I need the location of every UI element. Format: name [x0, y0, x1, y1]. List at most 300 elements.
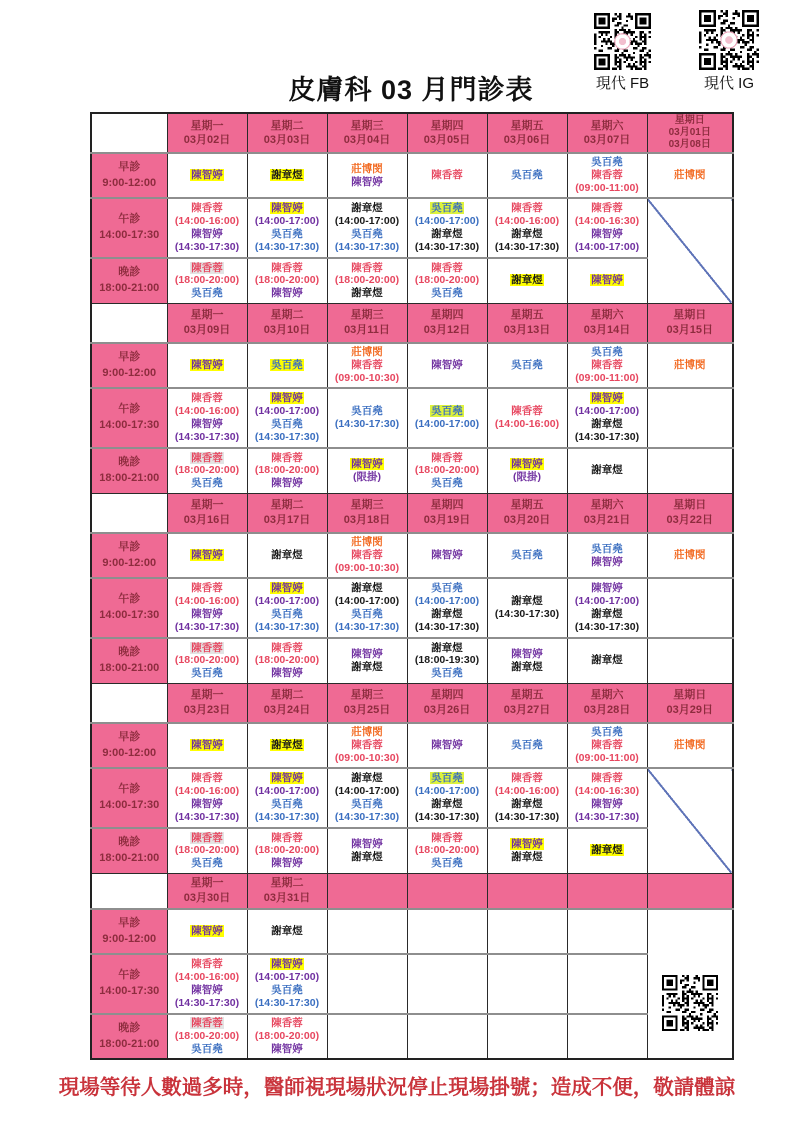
schedule-cell	[487, 638, 567, 683]
doctor-entry	[408, 844, 487, 857]
session-label-cell	[91, 343, 167, 388]
doctor-entry-text: 陳智婷	[191, 798, 223, 810]
doctor-entry-text: (14:00-17:00)	[254, 595, 320, 608]
qr-code-bottom-icon	[662, 975, 718, 1031]
doctor-entry-text: 吳百堯	[511, 549, 543, 562]
doctor-entry-text: 謝章煜	[511, 798, 543, 810]
schedule-cell	[327, 638, 407, 683]
schedule-cell	[407, 388, 487, 448]
day-header-text: 03月11日	[344, 323, 390, 336]
schedule-cell	[247, 258, 327, 303]
doctor-entry-text: 吳百堯	[431, 202, 463, 215]
session-time: 18:00-21:00	[99, 471, 160, 484]
doctor-entry-text: 陳香蓉	[591, 359, 623, 372]
doctor-entry	[328, 215, 407, 228]
schedule-cell	[647, 153, 733, 198]
day-header-text: 03月30日	[183, 891, 231, 904]
doctor-entry	[328, 739, 407, 752]
doctor-entry-text: (14:30-17:30)	[174, 810, 240, 823]
doctor-entry	[168, 785, 247, 798]
doctor-entry	[248, 925, 327, 938]
doctor-entry	[328, 549, 407, 562]
doctor-entry-text: 吳百堯	[431, 287, 463, 300]
doctor-entry-text: 陳智婷	[191, 984, 223, 996]
day-header-cell	[407, 873, 487, 909]
doctor-entry	[568, 595, 647, 608]
doctor-entry-text: 吳百堯	[191, 667, 223, 680]
doctor-entry-text: (09:00-11:00)	[575, 371, 639, 384]
doctor-entry	[168, 984, 247, 997]
schedule-cell	[247, 828, 327, 873]
doctor-entry	[648, 549, 733, 562]
doctor-entry-text: 陳香蓉	[591, 169, 623, 182]
schedule-cell	[407, 198, 487, 258]
doctor-entry	[328, 582, 407, 595]
doctor-entry	[248, 169, 327, 182]
doctor-entry	[648, 739, 733, 752]
doctor-entry	[488, 549, 567, 562]
doctor-entry-text: (限掛)	[353, 470, 381, 483]
doctor-entry-text: 吳百堯	[191, 1042, 223, 1055]
doctor-entry-text: 陳香蓉	[191, 641, 223, 654]
doctor-entry-text: 謝章煜	[351, 850, 383, 863]
doctor-entry-text: 陳智婷	[431, 359, 463, 372]
session-time: 9:00-12:00	[102, 746, 157, 759]
doctor-entry	[328, 608, 407, 621]
doctor-entry-text: 陳智婷	[191, 359, 223, 372]
doctor-entry	[568, 182, 647, 195]
session-time: 14:00-17:30	[99, 419, 160, 431]
diagonal-empty-cell	[647, 768, 733, 873]
doctor-entry	[248, 621, 327, 634]
doctor-entry	[568, 202, 647, 215]
doctor-entry-text: (14:30-17:30)	[174, 430, 240, 443]
doctor-entry-text: 陳香蓉	[191, 772, 223, 785]
doctor-entry	[328, 536, 407, 549]
doctor-entry-text: 謝章煜	[591, 418, 623, 430]
doctor-entry-text: 吳百堯	[351, 405, 383, 418]
day-header-text: 星期五	[510, 689, 544, 702]
doctor-entry-text: 吳百堯	[351, 798, 383, 810]
doctor-entry	[248, 452, 327, 465]
session-label-cell	[91, 723, 167, 768]
doctor-entry	[488, 202, 567, 215]
doctor-entry-text: 謝章煜	[431, 608, 463, 620]
day-header-text: 03月08日	[668, 139, 711, 150]
doctor-entry	[248, 582, 327, 595]
day-header-text: 03月29日	[666, 703, 713, 716]
doctor-entry-text: (14:00-17:00)	[414, 595, 480, 608]
schedule-cell	[567, 388, 647, 448]
doctor-entry-text: (14:30-17:30)	[494, 240, 560, 253]
doctor-entry-text: 陳智婷	[191, 228, 223, 240]
doctor-entry	[488, 739, 567, 752]
doctor-entry-text: (14:00-17:00)	[414, 785, 480, 798]
doctor-entry-text: 陳智婷	[271, 958, 303, 971]
doctor-entry	[328, 471, 407, 484]
doctor-entry-text: (14:00-16:30)	[574, 215, 640, 228]
schedule-cell	[567, 533, 647, 578]
day-header-text: 星期四	[430, 499, 464, 512]
schedule-cell	[487, 1014, 567, 1059]
schedule-cell	[567, 578, 647, 638]
day-header-cell	[647, 683, 733, 723]
doctor-entry	[168, 811, 247, 824]
doctor-entry	[328, 851, 407, 864]
doctor-entry	[328, 648, 407, 661]
doctor-entry	[248, 228, 327, 241]
day-header-text: 03月15日	[666, 323, 713, 336]
schedule-cell	[327, 723, 407, 768]
doctor-entry	[328, 287, 407, 300]
doctor-entry	[488, 838, 567, 851]
doctor-entry-text: (14:00-17:00)	[334, 595, 400, 608]
doctor-entry-text: 陳智婷	[271, 772, 303, 785]
day-header-text: 03月28日	[583, 703, 631, 716]
day-header-text: 03月20日	[503, 513, 551, 526]
doctor-entry	[488, 228, 567, 241]
schedule-cell	[247, 768, 327, 828]
schedule-cell	[407, 533, 487, 578]
doctor-entry	[568, 241, 647, 254]
doctor-entry	[488, 418, 567, 431]
doctor-entry-text: (18:00-20:00)	[174, 654, 240, 667]
doctor-entry	[568, 543, 647, 556]
day-header-cell	[327, 303, 407, 343]
doctor-entry	[168, 925, 247, 938]
doctor-entry-text: 吳百堯	[271, 359, 303, 372]
day-header-cell	[567, 493, 647, 533]
doctor-entry	[488, 241, 567, 254]
schedule-cell	[407, 258, 487, 303]
doctor-entry	[248, 1030, 327, 1043]
doctor-entry	[568, 392, 647, 405]
doctor-entry-text: 莊博閔	[351, 536, 383, 549]
doctor-entry	[488, 458, 567, 471]
doctor-entry	[168, 1030, 247, 1043]
doctor-entry-text: 吳百堯	[271, 984, 303, 996]
day-header-text: 星期五	[510, 499, 544, 512]
doctor-entry	[408, 582, 487, 595]
doctor-entry	[568, 346, 647, 359]
session-time: 9:00-12:00	[102, 556, 157, 569]
doctor-entry	[328, 202, 407, 215]
doctor-entry	[168, 477, 247, 490]
schedule-cell	[167, 533, 247, 578]
day-header-cell	[407, 493, 487, 533]
schedule-cell	[167, 1014, 247, 1059]
day-header-text: 03月04日	[343, 134, 391, 146]
doctor-entry-text: (14:30-17:30)	[254, 810, 320, 823]
day-header-cell	[167, 683, 247, 723]
day-header-text: 03月07日	[583, 134, 631, 146]
doctor-entry-text: (14:30-17:30)	[334, 810, 400, 823]
doctor-entry-text: 陳智婷	[591, 228, 623, 240]
day-header-text: 03月24日	[263, 703, 311, 716]
session-label-cell	[91, 578, 167, 638]
day-header-text: 星期三	[350, 119, 384, 132]
doctor-entry-text: (18:00-20:00)	[254, 844, 320, 857]
doctor-entry	[248, 1043, 327, 1056]
doctor-entry-text: 吳百堯	[591, 542, 623, 555]
doctor-entry	[248, 202, 327, 215]
schedule-cell	[167, 723, 247, 768]
doctor-entry-text: 陳香蓉	[591, 772, 623, 785]
doctor-entry-text: 陳智婷	[191, 169, 223, 182]
day-header-text: 03月01日	[668, 127, 711, 138]
doctor-entry	[248, 262, 327, 275]
session-name: 午診	[118, 593, 141, 606]
schedule-cell	[487, 578, 567, 638]
schedule-cell	[247, 153, 327, 198]
ig-qr-label: 現代 IG	[703, 75, 754, 92]
doctor-entry	[248, 431, 327, 444]
schedule-cell	[247, 723, 327, 768]
session-name: 晚診	[118, 265, 141, 278]
doctor-entry	[248, 215, 327, 228]
doctor-entry	[408, 857, 487, 870]
doctor-entry-text: (18:00-20:00)	[254, 274, 320, 287]
doctor-entry	[328, 838, 407, 851]
doctor-entry-text: (18:00-20:00)	[254, 464, 320, 477]
schedule-cell	[167, 828, 247, 873]
doctor-entry-text: 陳香蓉	[191, 582, 223, 595]
corner-cell	[91, 113, 167, 153]
doctor-entry	[248, 958, 327, 971]
day-header-text: 03月18日	[343, 513, 391, 526]
doctor-entry	[328, 241, 407, 254]
doctor-entry-text: (18:00-20:00)	[254, 654, 320, 667]
session-time: 14:00-17:30	[99, 799, 160, 811]
doctor-entry-text: 陳智婷	[511, 647, 543, 660]
doctor-entry	[568, 228, 647, 241]
doctor-entry	[248, 549, 327, 562]
doctor-entry	[328, 785, 407, 798]
schedule-cell	[487, 533, 567, 578]
doctor-entry	[408, 359, 487, 372]
doctor-entry	[408, 549, 487, 562]
doctor-entry-text: 陳香蓉	[591, 202, 623, 215]
day-header-text: 03月02日	[183, 134, 231, 146]
doctor-entry	[648, 169, 733, 182]
doctor-entry	[168, 549, 247, 562]
day-header-cell	[647, 493, 733, 533]
doctor-entry-text: 吳百堯	[431, 667, 463, 680]
doctor-entry-text: 陳香蓉	[191, 1017, 223, 1030]
doctor-entry-text: 陳香蓉	[191, 261, 223, 274]
day-header-text: 星期日	[673, 689, 707, 702]
doctor-entry-text: 陳香蓉	[511, 405, 543, 418]
doctor-entry-text: (18:00-20:00)	[174, 844, 240, 857]
doctor-entry	[408, 642, 487, 655]
doctor-entry-text: 陳香蓉	[191, 958, 223, 971]
schedule-cell	[567, 258, 647, 303]
doctor-entry-text: (14:30-17:30)	[414, 810, 480, 823]
doctor-entry-text: 吳百堯	[511, 739, 543, 752]
doctor-entry-text: (14:30-17:30)	[494, 810, 560, 823]
doctor-entry	[568, 621, 647, 634]
doctor-entry-text: 謝章煜	[351, 582, 383, 595]
day-header-cell	[327, 493, 407, 533]
doctor-entry-text: 陳香蓉	[271, 831, 303, 844]
day-header-cell	[487, 493, 567, 533]
doctor-entry	[248, 359, 327, 372]
doctor-entry-text: 吳百堯	[271, 418, 303, 430]
doctor-entry	[568, 772, 647, 785]
doctor-entry-text: (18:00-20:00)	[174, 1030, 240, 1043]
day-header-cell	[247, 873, 327, 909]
day-header-text: 星期二	[270, 499, 304, 512]
doctor-entry	[488, 215, 567, 228]
doctor-entry-text: 謝章煜	[351, 772, 383, 785]
day-header-text: 星期日	[673, 309, 707, 322]
doctor-entry	[248, 418, 327, 431]
doctor-entry	[488, 785, 567, 798]
doctor-entry	[168, 971, 247, 984]
session-name: 早診	[118, 540, 141, 553]
doctor-entry-text: (14:30-17:30)	[574, 430, 640, 443]
doctor-entry	[168, 287, 247, 300]
session-row	[91, 153, 733, 198]
doctor-entry	[568, 752, 647, 765]
schedule-cell	[167, 258, 247, 303]
day-header-text: 星期三	[350, 309, 384, 322]
doctor-entry-text: 陳智婷	[271, 857, 303, 870]
schedule-cell	[567, 828, 647, 873]
doctor-entry-text: 莊博閔	[674, 549, 706, 562]
day-header-text: 星期五	[510, 119, 544, 132]
schedule-cell	[327, 343, 407, 388]
day-header-text: 03月22日	[666, 513, 713, 526]
schedule-cell	[167, 448, 247, 493]
doctor-entry	[328, 372, 407, 385]
day-header-text: 03月16日	[183, 513, 231, 526]
doctor-entry	[408, 832, 487, 845]
schedule-cell	[567, 723, 647, 768]
doctor-entry	[168, 832, 247, 845]
session-time: 9:00-12:00	[102, 366, 157, 379]
doctor-entry	[488, 274, 567, 287]
session-time: 9:00-12:00	[102, 932, 157, 945]
doctor-entry-text: (18:00-20:00)	[174, 464, 240, 477]
day-header-cell	[407, 683, 487, 723]
session-label-cell	[91, 954, 167, 1014]
ig-qr-block	[699, 10, 759, 93]
doctor-entry	[568, 556, 647, 569]
doctor-entry	[488, 608, 567, 621]
day-header-cell	[327, 873, 407, 909]
day-header-text: 03月23日	[183, 703, 231, 716]
session-name: 早診	[118, 160, 141, 173]
doctor-entry	[488, 405, 567, 418]
doctor-entry-text: 陳智婷	[271, 392, 303, 405]
corner-cell	[91, 873, 167, 909]
session-name: 早診	[118, 916, 141, 929]
doctor-entry-text: 謝章煜	[351, 660, 383, 673]
day-header-cell	[247, 113, 327, 153]
doctor-entry-text: 陳智婷	[271, 1042, 303, 1055]
doctor-entry-text: (14:30-17:30)	[334, 620, 400, 633]
doctor-entry	[408, 608, 487, 621]
doctor-entry-text: 陳智婷	[511, 457, 543, 470]
corner-cell	[91, 303, 167, 343]
day-header-cell	[567, 683, 647, 723]
schedule-cell	[167, 909, 247, 954]
session-row	[91, 828, 733, 873]
doctor-entry-text: 謝章煜	[431, 798, 463, 810]
session-row	[91, 723, 733, 768]
doctor-entry	[168, 274, 247, 287]
session-name: 午診	[118, 403, 141, 416]
doctor-entry-text: 陳智婷	[271, 287, 303, 300]
doctor-entry-text: (09:00-10:30)	[334, 371, 400, 384]
doctor-entry-text: 謝章煜	[431, 641, 463, 654]
day-header-cell	[487, 113, 567, 153]
doctor-entry-text: 陳智婷	[431, 739, 463, 752]
doctor-entry	[328, 228, 407, 241]
schedule-cell	[567, 909, 647, 954]
doctor-entry-text: 陳香蓉	[431, 451, 463, 464]
day-header-text: 03月10日	[263, 323, 311, 336]
schedule-cell	[407, 448, 487, 493]
doctor-entry-text: 謝章煜	[591, 464, 623, 477]
schedule-cell	[647, 578, 733, 638]
doctor-entry	[488, 772, 567, 785]
session-row	[91, 1014, 733, 1059]
session-time: 18:00-21:00	[99, 851, 160, 864]
schedule-cell	[167, 638, 247, 683]
schedule-cell	[327, 448, 407, 493]
doctor-entry	[328, 811, 407, 824]
doctor-entry	[488, 798, 567, 811]
doctor-entry-text: (14:30-17:30)	[334, 418, 400, 430]
doctor-entry-text: 謝章煜	[431, 228, 463, 240]
doctor-entry	[248, 832, 327, 845]
doctor-entry	[568, 739, 647, 752]
doctor-entry-text: 莊博閔	[351, 726, 383, 739]
schedule-cell	[487, 153, 567, 198]
schedule-cell	[167, 388, 247, 448]
doctor-entry-text: 陳香蓉	[191, 451, 223, 464]
doctor-entry-text: 莊博閔	[674, 359, 706, 372]
session-label-cell	[91, 909, 167, 954]
doctor-entry-text: (限掛)	[513, 470, 541, 483]
schedule-cell	[567, 343, 647, 388]
doctor-entry	[248, 287, 327, 300]
doctor-entry	[408, 405, 487, 418]
schedule-cell	[647, 533, 733, 578]
schedule-cell	[167, 578, 247, 638]
doctor-entry	[568, 654, 647, 667]
doctor-entry-text: 吳百堯	[431, 857, 463, 870]
doctor-entry-text: 謝章煜	[271, 169, 303, 182]
session-label-cell	[91, 768, 167, 828]
doctor-entry-text: 陳香蓉	[271, 1017, 303, 1030]
doctor-entry-text: (14:30-17:30)	[254, 430, 320, 443]
doctor-entry	[488, 811, 567, 824]
day-header-text: 03月05日	[423, 134, 471, 146]
doctor-entry-text: 陳香蓉	[191, 831, 223, 844]
doctor-entry-text: (14:30-17:30)	[574, 620, 640, 633]
day-header-text: 星期二	[270, 309, 304, 322]
doctor-entry-text: (14:00-16:00)	[494, 418, 560, 430]
doctor-entry	[168, 169, 247, 182]
doctor-entry	[168, 464, 247, 477]
doctor-entry-text: (14:30-17:30)	[174, 240, 240, 253]
qr-code-fb-icon	[594, 13, 651, 70]
day-header-cell	[327, 113, 407, 153]
doctor-entry	[248, 642, 327, 655]
